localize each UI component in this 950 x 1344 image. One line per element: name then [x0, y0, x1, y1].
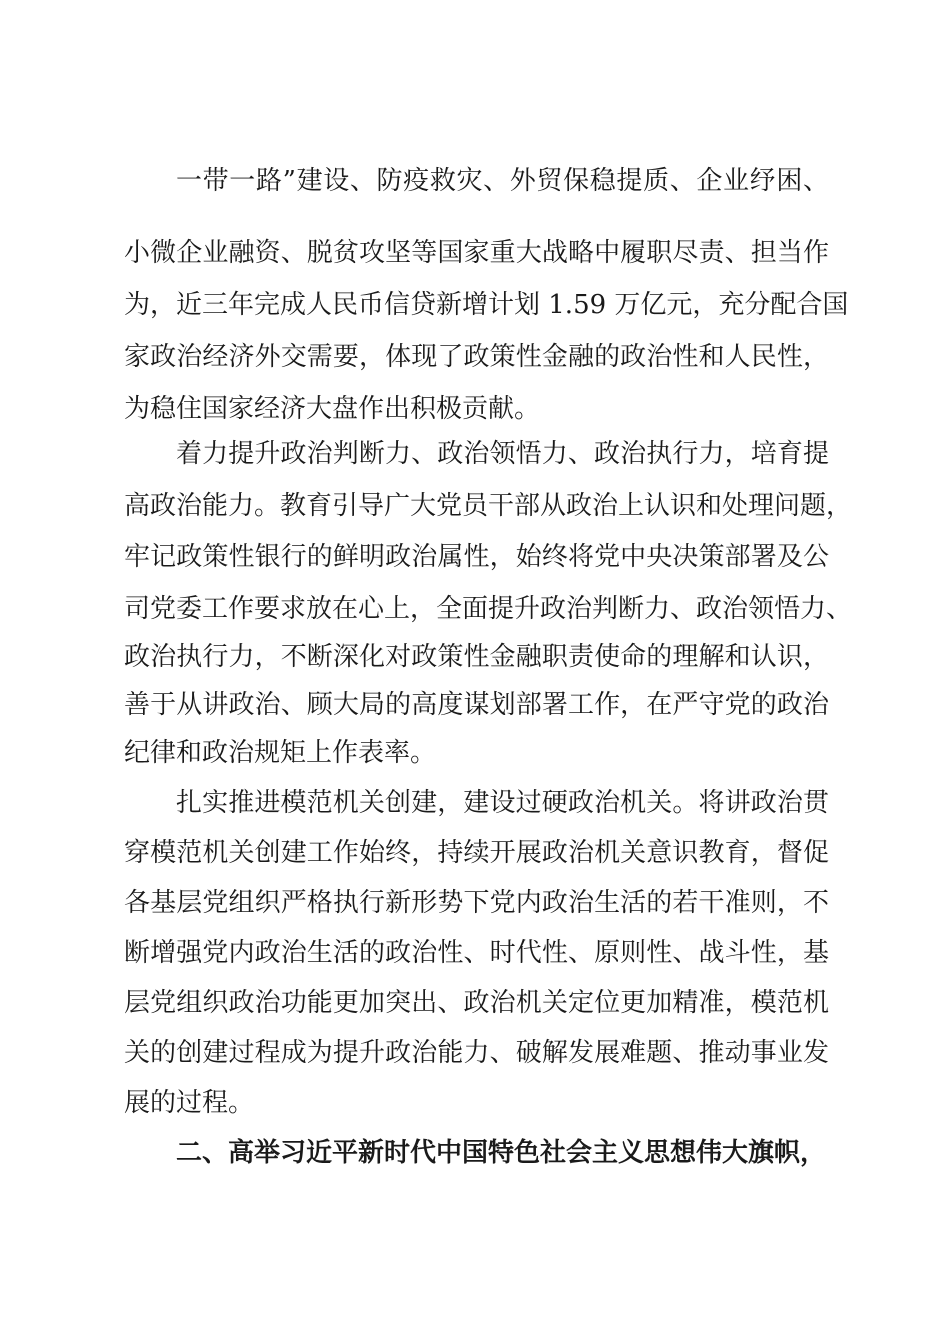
paragraph-line: 展的过程。	[124, 1088, 255, 1118]
paragraph-line: 着力提升政治判断力、政治领悟力、政治执行力，培育提	[176, 439, 829, 469]
paragraph-line: 穿模范机关创建工作始终，持续开展政治机关意识教育，督促	[124, 838, 829, 868]
paragraph-line: 扎实推进模范机关创建，建设过硬政治机关。将讲政治贯	[176, 788, 829, 818]
paragraph-line: 小微企业融资、脱贫攻坚等国家重大战略中履职尽责、担当作	[124, 238, 829, 268]
paragraph-line: 各基层党组织严格执行新形势下党内政治生活的若干准则，不	[124, 888, 829, 918]
paragraph-line: 层党组织政治功能更加突出、政治机关定位更加精准，模范机	[124, 988, 829, 1018]
paragraph-line: 一带一路”建设、防疫救灾、外贸保稳提质、企业纾困、	[176, 166, 829, 196]
paragraph-line: 断增强党内政治生活的政治性、时代性、原则性、战斗性，基	[124, 938, 829, 968]
paragraph-line: 牢记政策性银行的鲜明政治属性，始终将党中央决策部署及公	[124, 542, 829, 572]
paragraph-line: 高政治能力。教育引导广大党员干部从政治上认识和处理问题，	[124, 491, 853, 521]
section-heading: 二、高举习近平新时代中国特色社会主义思想伟大旗帜，	[176, 1138, 827, 1168]
paragraph-line: 为，近三年完成人民币信贷新增计划 1.59 万亿元，充分配合国	[124, 290, 849, 320]
paragraph-line: 纪律和政治规矩上作表率。	[124, 738, 437, 768]
paragraph-line: 司党委工作要求放在心上，全面提升政治判断力、政治领悟力、	[124, 594, 853, 624]
paragraph-line: 为稳住国家经济大盘作出积极贡献。	[124, 394, 541, 424]
paragraph-line: 家政治经济外交需要，体现了政策性金融的政治性和人民性，	[124, 342, 829, 372]
paragraph-line: 善于从讲政治、顾大局的高度谋划部署工作，在严守党的政治	[124, 690, 829, 720]
paragraph-line: 关的创建过程成为提升政治能力、破解发展难题、推动事业发	[124, 1038, 829, 1068]
paragraph-line: 政治执行力，不断深化对政策性金融职责使命的理解和认识，	[124, 642, 829, 672]
